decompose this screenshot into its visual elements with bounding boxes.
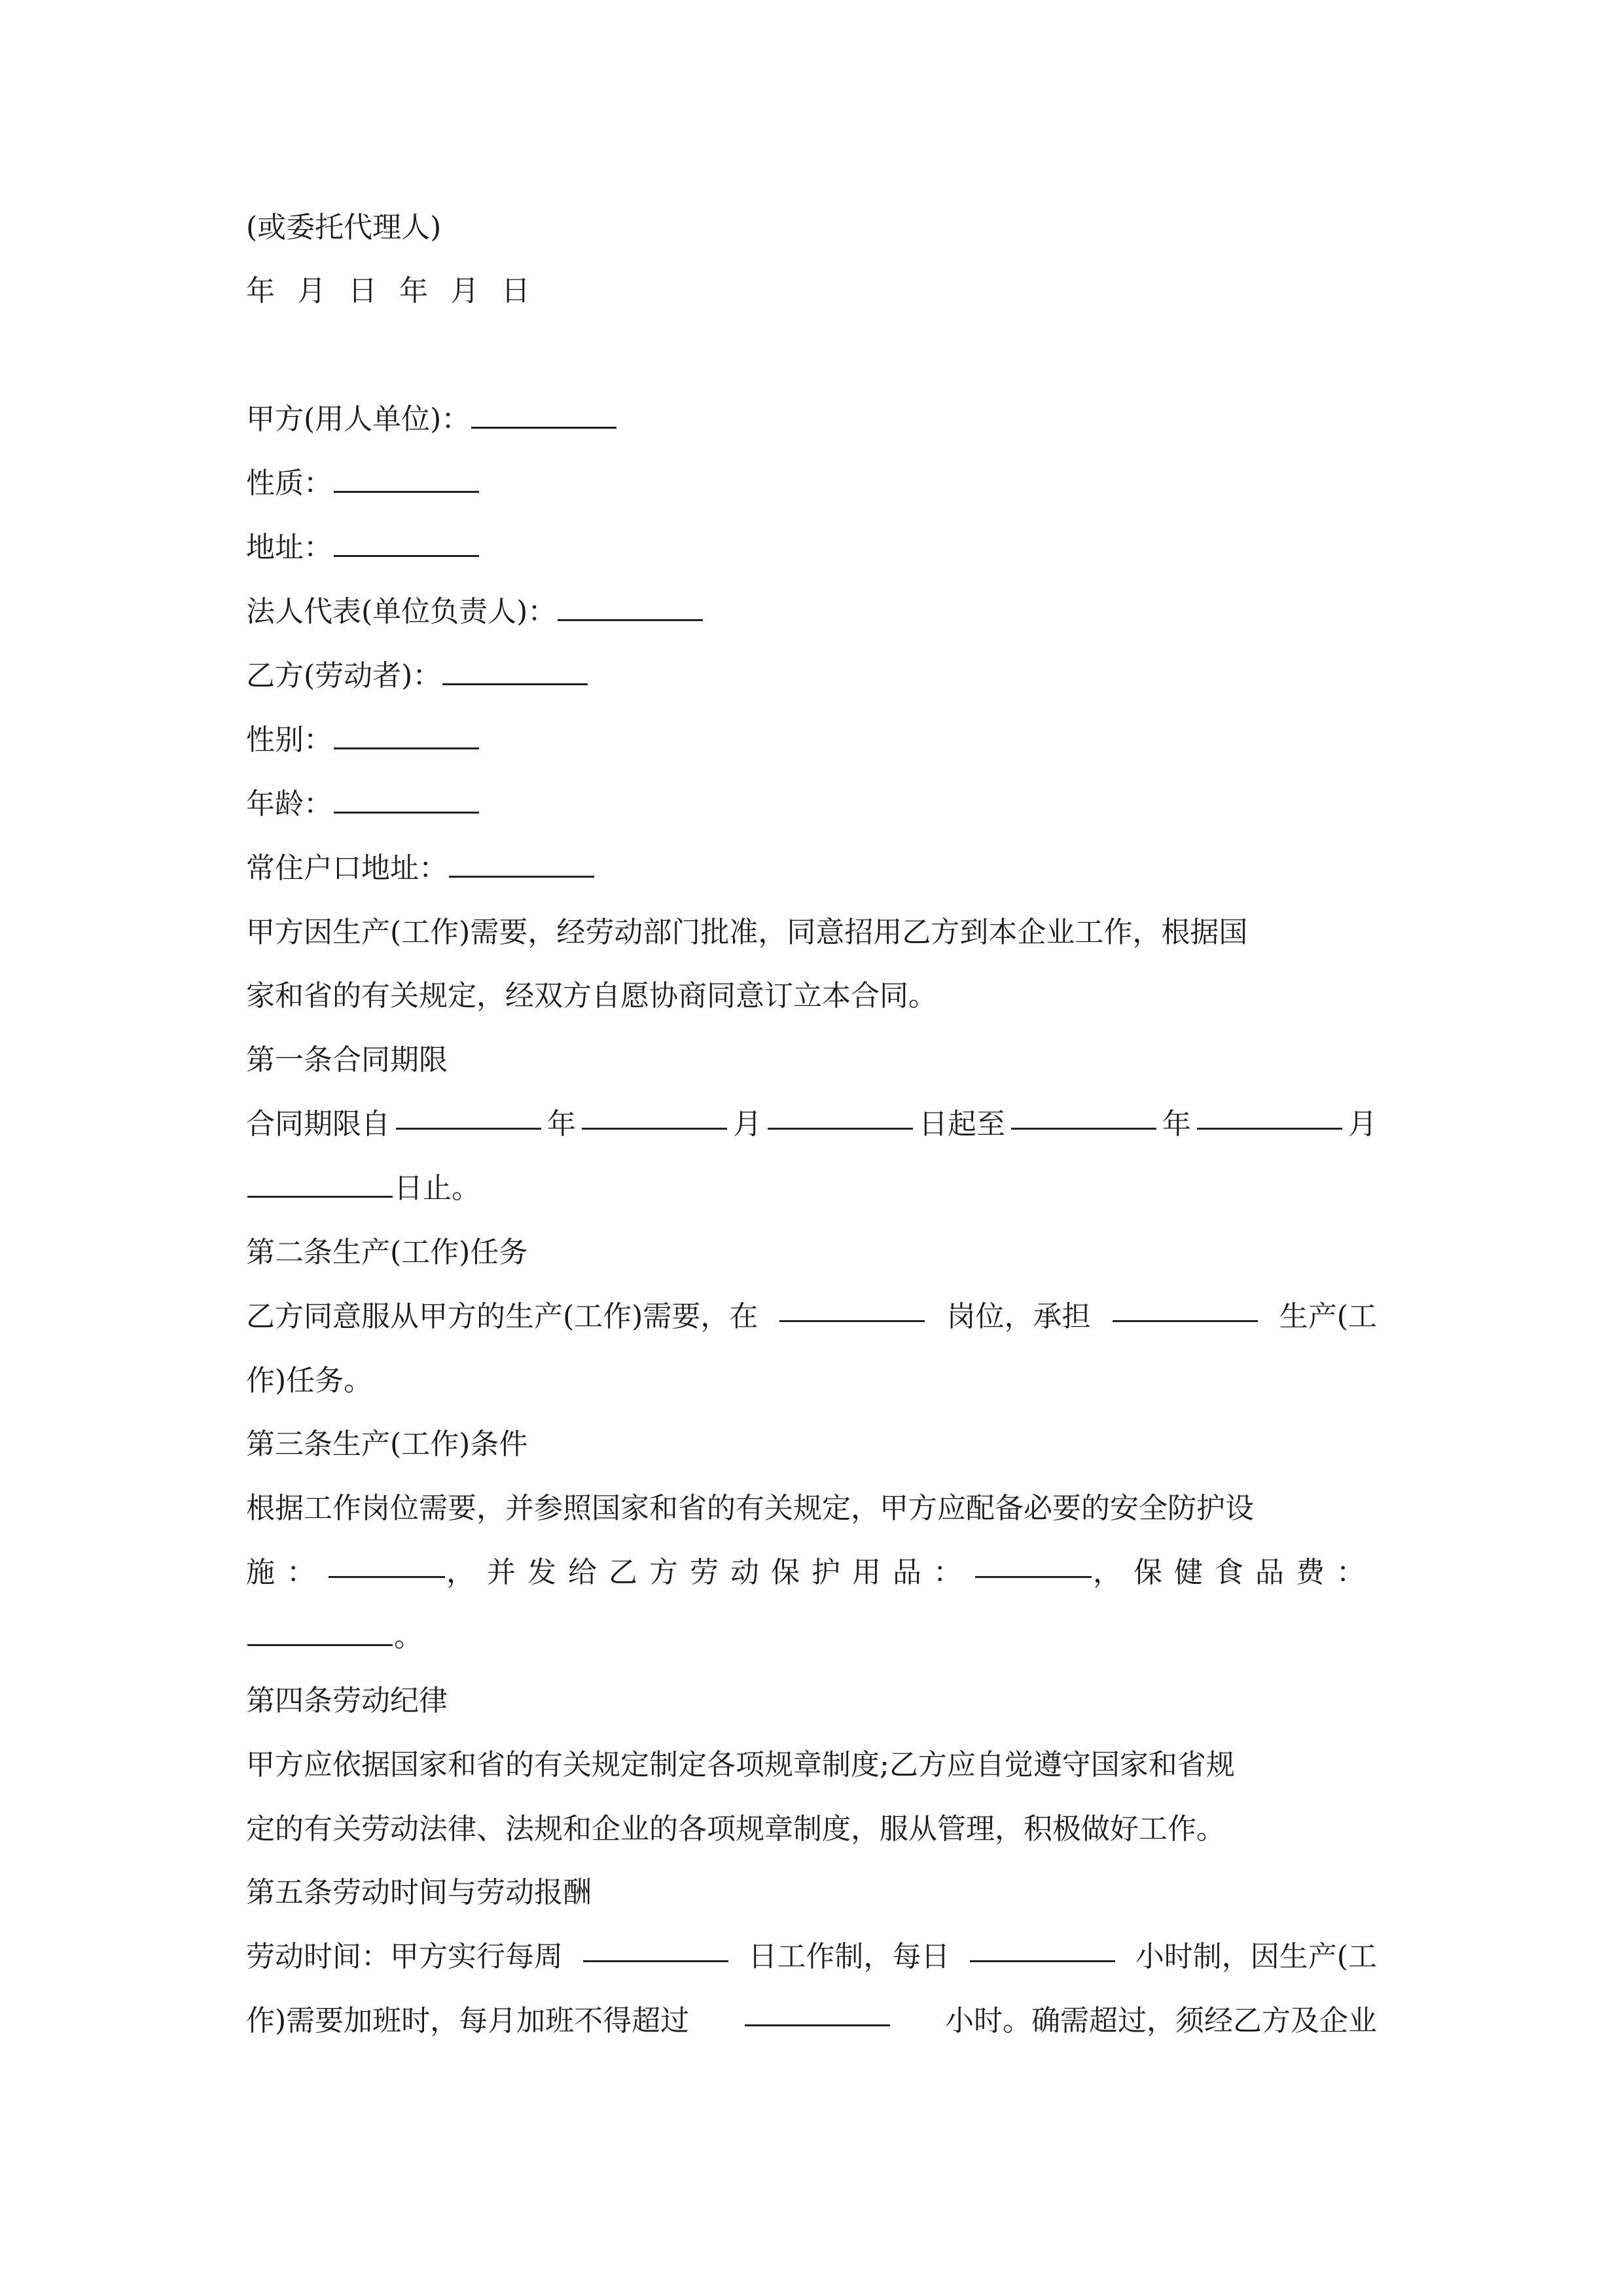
- party-a-address-blank: [334, 529, 479, 557]
- article-2-task-row: [246, 1294, 1377, 1340]
- party-a-nature-label: 性质：: [246, 467, 332, 500]
- article-1-start-month-blank: [582, 1102, 727, 1130]
- party-a-legal-rep-blank: [558, 593, 703, 621]
- signature-date-line: 年 月 日 年 月 日: [246, 274, 537, 308]
- article-1-end-year-blank: [1011, 1102, 1156, 1130]
- party-b-residence-row: [246, 846, 596, 891]
- article-3-supplies-row: [246, 1550, 1377, 1596]
- article-1-end-month-label: 月: [1348, 1107, 1377, 1141]
- article-4-line-1: 甲方应依据国家和省的有关规定制定各项规章制度;乙方应自觉遵守国家和省规: [246, 1748, 1235, 1782]
- preamble-line-2: 家和省的有关规定，经双方自愿协商同意订立本合同。: [246, 979, 937, 1013]
- party-a-nature-blank: [334, 465, 479, 493]
- article-3-text-3: ，保健食品费：: [1093, 1556, 1377, 1589]
- party-a-unit-blank: [471, 401, 616, 429]
- article-2-task-blank: [1113, 1294, 1258, 1322]
- article-2-post-blank: [779, 1294, 925, 1322]
- article-5-days-blank: [583, 1934, 728, 1962]
- article-1-start-day-blank: [768, 1102, 913, 1130]
- article-5-title: 第五条劳动时间与劳动报酬: [246, 1876, 592, 1909]
- article-2-title: 第二条生产(工作)任务: [246, 1236, 528, 1269]
- signature-proxy: (或委托代理人): [246, 211, 442, 244]
- article-5-text-2: 日工作制，每日: [748, 1940, 950, 1973]
- party-b-gender-row: [246, 717, 480, 763]
- article-3-fee-row: [246, 1614, 423, 1660]
- article-3-text-4: 。: [394, 1620, 423, 1653]
- article-3-text-2: ，并发给乙方劳动保护用品：: [446, 1556, 974, 1589]
- article-1-month-label: 月: [733, 1107, 762, 1141]
- article-3-line-1: 根据工作岗位需要，并参照国家和省的有关规定，甲方应配备必要的安全防护设: [246, 1492, 1254, 1525]
- party-b-residence-label: 常住户口地址：: [246, 852, 448, 885]
- article-3-facility-blank: [329, 1550, 445, 1578]
- article-1-end-label: 日止。: [394, 1172, 480, 1205]
- article-2-text-4: 作)任务。: [246, 1364, 373, 1397]
- article-2-text-2: 岗位，承担: [946, 1300, 1091, 1333]
- article-5-text-3: 小时制，因生产(工: [1135, 1940, 1377, 1973]
- party-a-address-label: 地址：: [246, 531, 332, 564]
- article-1-end-year-label: 年: [1162, 1107, 1191, 1141]
- article-1-term-row: [246, 1102, 1377, 1147]
- article-5-hours-blank: [970, 1934, 1115, 1962]
- article-5-text-4: 作)需要加班时，每月加班不得超过: [246, 2004, 690, 2037]
- party-a-nature-row: [246, 461, 480, 507]
- article-5-overtime-blank: [745, 1998, 890, 2026]
- article-5-text-1: 劳动时间：甲方实行每周: [246, 1940, 563, 1973]
- article-3-title: 第三条生产(工作)条件: [246, 1427, 528, 1461]
- article-5-overtime-row: [246, 1998, 1377, 2044]
- party-b-worker-row: [246, 653, 589, 699]
- party-b-gender-label: 性别：: [246, 723, 332, 757]
- party-a-legal-rep-label: 法人代表(单位负责人)：: [246, 595, 557, 628]
- article-3-text-1: 施：: [246, 1556, 327, 1589]
- article-5-hours-row: [246, 1934, 1377, 1980]
- party-a-unit-row: [246, 397, 618, 442]
- party-b-age-blank: [334, 785, 479, 814]
- article-3-fee-blank: [247, 1618, 393, 1646]
- party-a-unit-label: 甲方(用人单位)：: [246, 403, 471, 436]
- article-2-text-1: 乙方同意服从甲方的生产(工作)需要，在: [246, 1300, 758, 1333]
- party-b-age-row: [246, 781, 480, 827]
- party-a-legal-rep-row: [246, 589, 704, 635]
- article-1-term-from: 合同期限自: [246, 1107, 390, 1141]
- party-b-residence-blank: [449, 850, 594, 878]
- party-b-worker-blank: [442, 657, 588, 685]
- party-b-age-label: 年龄：: [246, 787, 332, 821]
- article-1-day-until-label: 日起至: [919, 1107, 1005, 1141]
- party-a-address-row: [246, 525, 480, 571]
- article-5-text-5: 小时。确需超过，须经乙方及企业: [944, 2004, 1377, 2037]
- article-4-title: 第四条劳动纪律: [246, 1684, 448, 1717]
- party-b-gender-blank: [334, 721, 479, 749]
- article-4-line-2: 定的有关劳动法律、法规和企业的各项规章制度，服从管理，积极做好工作。: [246, 1812, 1225, 1846]
- article-1-title: 第一条合同期限: [246, 1043, 448, 1077]
- article-2-text-3: 生产(工: [1279, 1300, 1377, 1333]
- article-1-end-day-blank: [247, 1170, 393, 1198]
- article-1-year-label: 年: [547, 1107, 576, 1141]
- article-3-supplies-blank: [975, 1550, 1092, 1578]
- article-1-end-month-blank: [1197, 1102, 1342, 1130]
- preamble-line-1: 甲方因生产(工作)需要，经劳动部门批准，同意招用乙方到本企业工作，根据国: [246, 916, 1248, 949]
- article-1-term-end-row: [246, 1166, 480, 1211]
- party-b-worker-label: 乙方(劳动者)：: [246, 659, 442, 692]
- article-1-start-year-blank: [396, 1102, 541, 1130]
